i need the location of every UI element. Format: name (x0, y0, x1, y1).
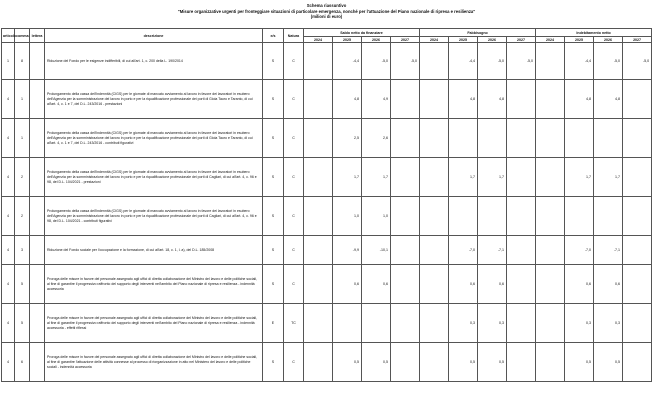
col-lettera: lettera (30, 29, 45, 43)
cell-descrizione: Riduzione del Fondo sociale per l'occupazione e la formazione, di cui all'art. 18, c. 1, l. a), del D.L. 185/2008 (45, 236, 263, 265)
cell-value (304, 80, 333, 119)
cell-articolo: 4 (2, 265, 15, 304)
cell-value: 0,3 (449, 304, 478, 343)
table-row (2, 43, 652, 80)
cell-se: S (263, 265, 284, 304)
table-row (2, 80, 652, 119)
cell-se: S (263, 80, 284, 119)
cell-value (623, 197, 652, 236)
cell-value: 0,6 (565, 265, 594, 304)
cell-value (420, 265, 449, 304)
cell-comma: 3 (15, 236, 30, 265)
cell-value (391, 265, 420, 304)
cell-value: 1,7 (594, 158, 623, 197)
document-header (0, 3, 653, 20)
cell-natura: C (284, 236, 304, 265)
cell-articolo: 4 (2, 158, 15, 197)
header-units: (milioni di euro) (310, 14, 343, 20)
cell-comma: 8 (15, 43, 30, 80)
cell-descrizione: Proroga delle misure in favore del personale assegnato agli uffici di diretta collaborazione del Ministro del lavoro e delle politiche sociali, al fine di garantire il progressivo raffronto del supporto degli interventi nell'ambito del Piano nazionale di ripresa e resilienza - indennità accessoria - effetti riflessi (45, 304, 263, 343)
cell-value (362, 304, 391, 343)
cell-value: -5,0 (362, 43, 391, 80)
cell-descrizione: Prolungamento della cassa dell'indennità (CIGS) per le giornate di mancato avviamento al lavoro in favore dei lavoratori in esubero dell'Agenzia per la somministrazione del lavoro in porto e per la riqualificazione professionale dei porti di Cagliari, di cui all'art. 4, c. 96 e 98, del D.L. 104/2021 - prestazioni (45, 158, 263, 197)
table-head (2, 29, 652, 43)
cell-value (536, 119, 565, 158)
cell-value: 4,8 (565, 80, 594, 119)
cell-value: -5,0 (507, 43, 536, 80)
cell-value (391, 304, 420, 343)
cell-articolo: 4 (2, 80, 15, 119)
cell-descrizione: Riduzione del Fondo per le esigenze indifferibili, di cui all'art. 1, c. 200 della L. 190/2014 (45, 43, 263, 80)
cell-value (623, 80, 652, 119)
cell-natura: C (284, 43, 304, 80)
year-header: 2025 (449, 37, 478, 43)
cell-value: 0,5 (449, 343, 478, 382)
cell-value (623, 119, 652, 158)
cell-value: 0,6 (362, 265, 391, 304)
cell-value (507, 80, 536, 119)
cell-lettera (30, 80, 45, 119)
group-saldo-netto: Saldo netto da finanziare (304, 29, 420, 37)
cell-value: 0,5 (333, 343, 362, 382)
cell-value: 4,8 (333, 80, 362, 119)
cell-descrizione: Proroga delle misure in favore del personale assegnato agli uffici di diretta collaborazione del Ministro del lavoro e delle politiche sociali, al fine di garantire l'attuazione delle attività connesse al processo di riorganizzazione in atto nel Ministero del lavoro e delle politiche sociali - indennità accessoria (45, 343, 263, 382)
cell-value: 0,5 (594, 343, 623, 382)
header-subtitle: "Misure organizzative urgenti per fronteggiare situazioni di particolare emergenza, nonché per l'attuazione del Piano nazionale di ripresa e resilienza" (177, 8, 476, 14)
cell-value (420, 304, 449, 343)
cell-value (507, 197, 536, 236)
col-se: e/s (263, 29, 284, 43)
cell-lettera (30, 119, 45, 158)
cell-value (536, 197, 565, 236)
cell-value (420, 197, 449, 236)
cell-value (478, 197, 507, 236)
cell-value (478, 119, 507, 158)
cell-value (420, 43, 449, 80)
cell-value (391, 80, 420, 119)
cell-value (536, 236, 565, 265)
header-title: Schema riassuntivo (306, 3, 347, 8)
cell-value (507, 304, 536, 343)
cell-comma: 2 (15, 158, 30, 197)
cell-value: 0,6 (333, 265, 362, 304)
table-row (2, 343, 652, 382)
cell-comma: 5 (15, 304, 30, 343)
cell-value: 4,8 (449, 80, 478, 119)
cell-value: 0,6 (594, 265, 623, 304)
cell-descrizione: Prolungamento della cassa dell'indennità (CIGS) per le giornate di mancato avviamento al lavoro in favore dei lavoratori in esubero dell'Agenzia per la somministrazione del lavoro in porto e per la riqualificazione professionale dei porti di Gioia Tauro e Taranto, di cui all'art. 4, c. 1 e 7, del D.L. 243/2016 - contributi figurativi (45, 119, 263, 158)
cell-articolo: 4 (2, 304, 15, 343)
cell-value (507, 158, 536, 197)
cell-se: S (263, 343, 284, 382)
cell-value: -5,0 (623, 43, 652, 80)
cell-value (333, 304, 362, 343)
cell-lettera (30, 304, 45, 343)
cell-value: -7,0 (449, 236, 478, 265)
cell-value: 0,3 (478, 304, 507, 343)
cell-value (507, 343, 536, 382)
cell-lettera (30, 343, 45, 382)
cell-value (304, 43, 333, 80)
cell-value (304, 236, 333, 265)
table-body (2, 43, 652, 382)
cell-value (623, 236, 652, 265)
cell-value (391, 197, 420, 236)
year-header: 2026 (594, 37, 623, 43)
cell-value: -4,4 (565, 43, 594, 80)
cell-comma: 2 (15, 197, 30, 236)
cell-value (420, 343, 449, 382)
cell-value (391, 158, 420, 197)
cell-value (536, 343, 565, 382)
cell-value (391, 119, 420, 158)
cell-value: 2,6 (362, 119, 391, 158)
cell-articolo: 4 (2, 343, 15, 382)
cell-value: -7,1 (594, 236, 623, 265)
cell-value: -5,0 (594, 43, 623, 80)
cell-value: -7,0 (565, 236, 594, 265)
cell-value (420, 158, 449, 197)
cell-natura: C (284, 80, 304, 119)
cell-value (623, 343, 652, 382)
cell-natura: C (284, 343, 304, 382)
cell-articolo: 4 (2, 197, 15, 236)
cell-comma: 5 (15, 265, 30, 304)
cell-value (420, 236, 449, 265)
cell-value (536, 80, 565, 119)
cell-value: 0,5 (362, 343, 391, 382)
cell-se: S (263, 43, 284, 80)
cell-value (304, 343, 333, 382)
table-row (2, 197, 652, 236)
year-header: 2026 (478, 37, 507, 43)
cell-value (391, 236, 420, 265)
cell-value: -7,1 (478, 236, 507, 265)
col-comma: comma (15, 29, 30, 43)
cell-value (420, 119, 449, 158)
cell-value: 1,0 (362, 197, 391, 236)
cell-natura: C (284, 265, 304, 304)
cell-value (304, 197, 333, 236)
cell-comma: 1 (15, 119, 30, 158)
cell-value: 4,9 (362, 80, 391, 119)
cell-value: -9,9 (333, 236, 362, 265)
cell-value (391, 343, 420, 382)
year-header: 2027 (623, 37, 652, 43)
cell-value: 1,7 (449, 158, 478, 197)
cell-descrizione: Proroga delle misure in favore del personale assegnato agli uffici di diretta collaborazione del Ministro del lavoro e delle politiche sociali, al fine di garantire il progressivo raffronto del supporto degli interventi nell'ambito del Piano nazionale di ripresa e resilienza - indennità accessoria (45, 265, 263, 304)
cell-value (565, 119, 594, 158)
table-row (2, 158, 652, 197)
cell-lettera (30, 265, 45, 304)
year-header: 2025 (565, 37, 594, 43)
cell-value: -4,4 (333, 43, 362, 80)
year-header: 2024 (420, 37, 449, 43)
table-row (2, 119, 652, 158)
cell-value: -5,0 (478, 43, 507, 80)
cell-natura: C (284, 119, 304, 158)
cell-value (420, 80, 449, 119)
col-articolo: articolo (2, 29, 15, 43)
cell-value (623, 158, 652, 197)
cell-value: 4,8 (594, 80, 623, 119)
cell-lettera (30, 43, 45, 80)
cell-value (507, 265, 536, 304)
cell-value (304, 158, 333, 197)
cell-value (449, 197, 478, 236)
year-header: 2025 (333, 37, 362, 43)
cell-value: 1,7 (362, 158, 391, 197)
cell-value (507, 119, 536, 158)
cell-value: 0,5 (565, 343, 594, 382)
cell-value: 0,6 (478, 265, 507, 304)
cell-lettera (30, 236, 45, 265)
cell-se: S (263, 158, 284, 197)
cell-value: 1,7 (333, 158, 362, 197)
cell-se: E (263, 304, 284, 343)
cell-value: -5,0 (391, 43, 420, 80)
cell-value (565, 197, 594, 236)
cell-value (507, 236, 536, 265)
cell-value: 0,3 (565, 304, 594, 343)
cell-comma: 6 (15, 343, 30, 382)
year-header: 2027 (507, 37, 536, 43)
cell-se: S (263, 119, 284, 158)
cell-natura: C (284, 158, 304, 197)
cell-value: -4,4 (449, 43, 478, 80)
year-header: 2027 (391, 37, 420, 43)
year-header: 2026 (362, 37, 391, 43)
cell-value (623, 265, 652, 304)
cell-articolo: 4 (2, 119, 15, 158)
cell-descrizione: Prolungamento della cassa dell'indennità (CIGS) per le giornate di mancato avviamento al lavoro in favore dei lavoratori in esubero dell'Agenzia per la somministrazione del lavoro in porto e per la riqualificazione professionale dei porti di Gioia Tauro e Taranto, di cui all'art. 4, c. 1 e 7, del D.L. 243/2016 - prestazioni (45, 80, 263, 119)
cell-lettera (30, 197, 45, 236)
cell-comma: 1 (15, 80, 30, 119)
cell-value (536, 265, 565, 304)
cell-natura: TC (284, 304, 304, 343)
year-header: 2024 (536, 37, 565, 43)
table-row (2, 236, 652, 265)
cell-value: 1,0 (333, 197, 362, 236)
cell-natura: C (284, 197, 304, 236)
cell-articolo: 4 (2, 236, 15, 265)
cell-value (536, 158, 565, 197)
cell-se: S (263, 197, 284, 236)
table-row (2, 304, 652, 343)
cell-value: 0,6 (449, 265, 478, 304)
cell-articolo: 1 (2, 43, 15, 80)
cell-value (304, 119, 333, 158)
cell-se: S (263, 236, 284, 265)
cell-value: 1,7 (478, 158, 507, 197)
cell-value (594, 119, 623, 158)
col-natura: Natura (284, 29, 304, 43)
cell-value: 2,5 (333, 119, 362, 158)
cell-value (594, 197, 623, 236)
cell-value (304, 265, 333, 304)
cell-value (449, 119, 478, 158)
table-row (2, 265, 652, 304)
col-descrizione: descrizione (45, 29, 263, 43)
cell-value: 0,5 (478, 343, 507, 382)
cell-value: -10,1 (362, 236, 391, 265)
cell-value (623, 304, 652, 343)
cell-value: 1,7 (565, 158, 594, 197)
cell-value (304, 304, 333, 343)
financial-table (1, 28, 652, 382)
group-indebitamento: Indebitamento netto (536, 29, 652, 37)
cell-value (536, 43, 565, 80)
group-fabbisogno: Fabbisogno (420, 29, 536, 37)
cell-lettera (30, 158, 45, 197)
cell-value: 4,8 (478, 80, 507, 119)
cell-descrizione: Prolungamento della cassa dell'indennità (CIGS) per le giornate di mancato avviamento al lavoro in favore dei lavoratori in esubero dell'Agenzia per la somministrazione del lavoro in porto e per la riqualificazione professionale dei porti di Cagliari, di cui all'art. 4, c. 96 e 98, del D.L. 104/2021 - contributi figurativi (45, 197, 263, 236)
year-header: 2024 (304, 37, 333, 43)
cell-value (536, 304, 565, 343)
cell-value: 0,3 (594, 304, 623, 343)
